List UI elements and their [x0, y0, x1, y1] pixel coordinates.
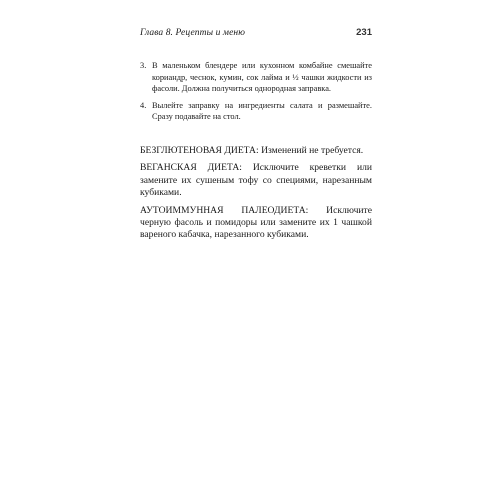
step-text: Вылейте заправку на ингредиенты салата и размешайте. Сразу подавайте на стол. [152, 100, 372, 122]
step-number: 4. [140, 100, 147, 110]
diet-note-text: Исключите черную фасоль и помидоры или замените их 1 чашкой вареного кабачка, нарезанного кубиками. [140, 204, 372, 241]
running-head: Глава 8. Рецепты и меню [140, 28, 246, 38]
recipe-steps [140, 60, 372, 128]
diet-note-text: Исключите креветки или замените их сушеным тофу со специями, нарезанным кубиками. [140, 162, 372, 199]
diet-note-label: АУТОИММУННАЯ ПАЛЕОДИЕТА: [140, 204, 309, 216]
diet-notes [140, 145, 372, 247]
step-number: 3. [140, 61, 147, 70]
diet-note-text: Изменений не требуется. [261, 145, 364, 156]
diet-note-label: ВЕГАНСКАЯ ДИЕТА: [140, 162, 242, 174]
recipe-step [140, 100, 372, 123]
page-header [140, 27, 372, 38]
diet-note-gluten-free [140, 145, 372, 157]
step-text: В маленьком блендере или кухонном комбайне смешайте кориандр, чеснок, кумин, сок лайма и ½ чашки жидкости из фасоли. Должна получиться однородная заправка. [152, 61, 372, 94]
diet-note-label: БЕЗГЛЮТЕНОВАЯ ДИЕТА: [140, 145, 259, 156]
diet-note-vegan [140, 162, 372, 199]
recipe-step [140, 60, 372, 95]
diet-note-autoimmune-paleo [140, 205, 372, 242]
page-number: 231 [356, 27, 372, 38]
